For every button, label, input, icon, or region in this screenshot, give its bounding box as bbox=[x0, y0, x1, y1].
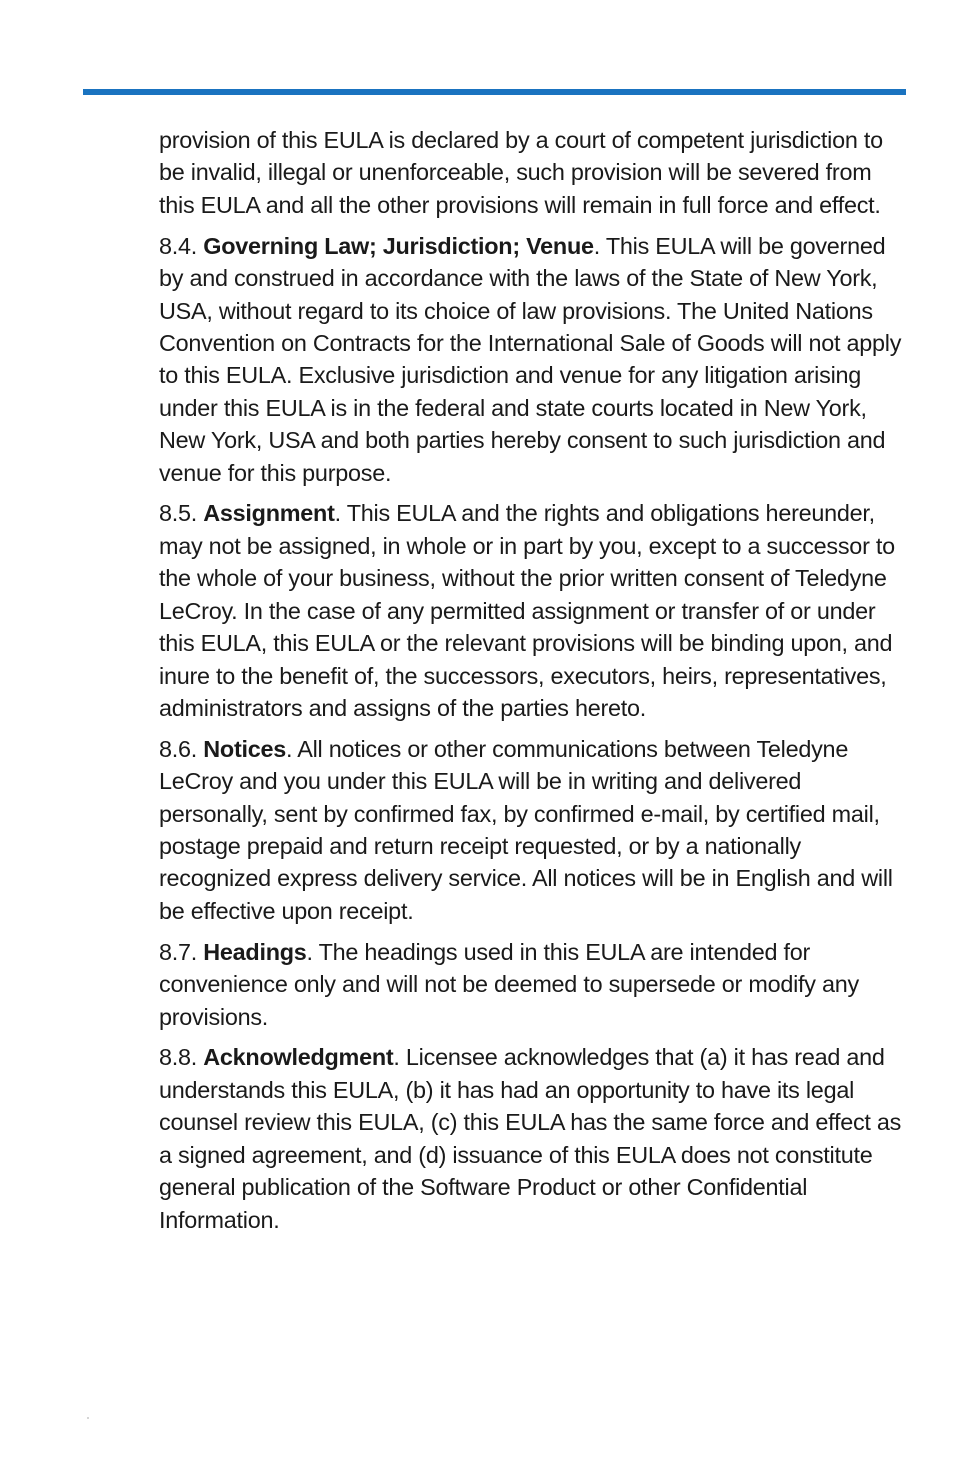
section-body: . The headings used in this EULA are intended for convenience only and will not be deemed to supersede or modify any provisions. bbox=[159, 938, 859, 1030]
section-body: . This EULA and the rights and obligations hereunder, may not be assigned, in whole or in part by you, except to a successor to the whole of your business, without the prior written consent of Teledyne LeCroy. In the case of any permitted assignment or transfer of or under this EULA, this EULA or the relevant provisions will be binding upon, and inure to the benefit of, the successors, executors, heirs, representatives, administrators and assigns of the parties hereto. bbox=[159, 500, 895, 721]
section-8-7 bbox=[159, 936, 907, 1033]
section-number: 8.4. bbox=[159, 232, 198, 259]
section-body: . Licensee acknowledges that (a) it has read and understands this EULA, (b) it has had an opportunity to have its legal counsel review this EULA, (c) this EULA has the same force and effect as a signed agreement, and (d) issuance of this EULA does not constitute general publication of the Software Product or other Confidential Information. bbox=[159, 1044, 902, 1233]
section-number: 8.7. bbox=[159, 938, 198, 965]
section-heading: Notices bbox=[203, 735, 287, 762]
section-heading: Headings bbox=[203, 938, 307, 965]
section-heading: Assignment bbox=[203, 500, 335, 527]
section-heading: Acknowledgment bbox=[203, 1044, 394, 1071]
section-number: 8.8. bbox=[159, 1044, 198, 1071]
section-number: 8.5. bbox=[159, 500, 198, 527]
document-body bbox=[159, 124, 907, 1244]
intro-paragraph: provision of this EULA is declared by a court of competent jurisdiction to be invalid, illegal or unenforceable, such provision will be severed from this EULA and all the other provisions will remain in full force and effect. bbox=[159, 127, 883, 218]
section-body: . This EULA will be governed by and construed in accordance with the laws of the State of New York, USA, without regard to its choice of law provisions. The United Nations Convention on Contracts for the International Sale of Goods will not apply to this EULA. Exclusive jurisdiction and venue for any litigation arising under this EULA is in the federal and state courts located in New York, New York, USA and both parties hereby consent to such jurisdiction and venue for this purpose. bbox=[159, 232, 902, 486]
section-heading: Governing Law; Jurisdiction; Venue bbox=[203, 232, 594, 259]
section-8-4 bbox=[159, 230, 907, 489]
section-body: . All notices or other communications between Teledyne LeCroy and you under this EULA will be in writing and delivered personally, sent by confirmed fax, by confirmed e-mail, by certified mail, postage prepaid and return receipt requested, or by a nationally recognized express delivery service. All notices will be in English and will be effective upon receipt. bbox=[159, 735, 893, 924]
section-8-5 bbox=[159, 497, 907, 724]
section-number: 8.6. bbox=[159, 735, 198, 762]
section-8-6 bbox=[159, 733, 907, 927]
section-8-8 bbox=[159, 1041, 907, 1235]
header-rule bbox=[83, 89, 906, 95]
page-marker bbox=[87, 1417, 89, 1419]
